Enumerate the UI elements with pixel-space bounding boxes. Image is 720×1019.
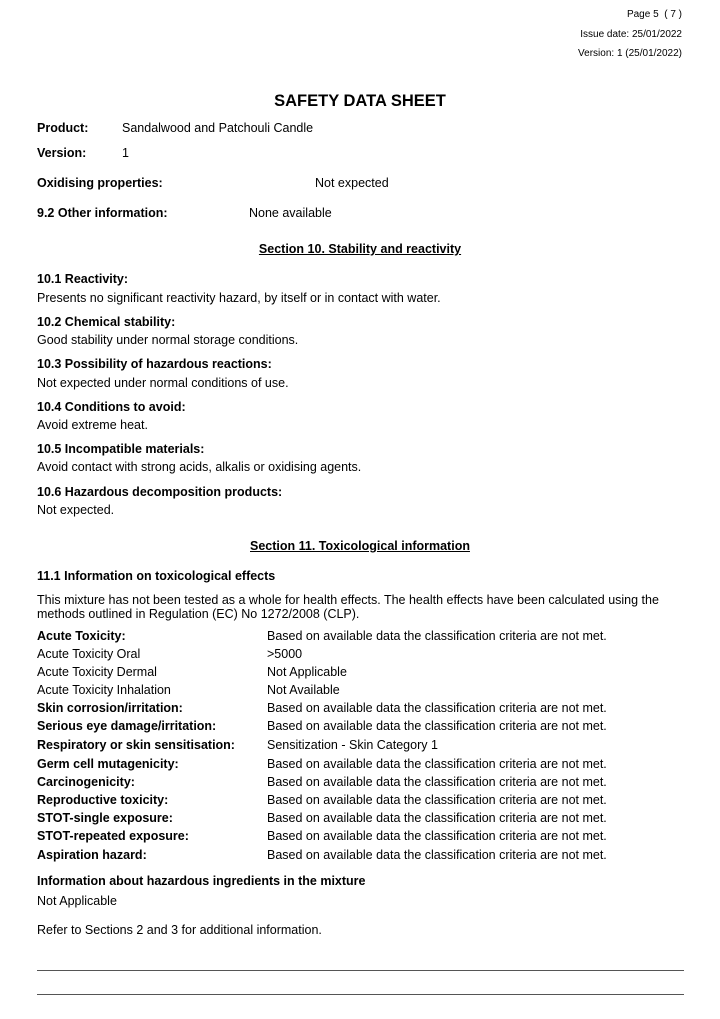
table-row bbox=[37, 719, 687, 736]
section-10-heading: Section 10. Stability and reactivity bbox=[258, 242, 462, 256]
incompatible-materials-text: Avoid contact with strong acids, alkalis or oxidising agents. bbox=[37, 460, 362, 474]
version-info: Version: 1 (25/01/2022) bbox=[578, 48, 682, 59]
row-value: Based on available data the classification criteria are not met. bbox=[267, 848, 607, 862]
decomposition-products-text: Not expected. bbox=[37, 503, 115, 517]
version-label: Version: bbox=[37, 146, 87, 160]
version-value: 1 bbox=[122, 146, 129, 160]
document-title: SAFETY DATA SHEET bbox=[274, 92, 446, 110]
row-value: Based on available data the classification criteria are not met. bbox=[267, 757, 607, 771]
row-label: Acute Toxicity: bbox=[37, 629, 126, 643]
other-info-label: 9.2 Other information: bbox=[37, 206, 168, 220]
row-label: Acute Toxicity Oral bbox=[37, 647, 141, 661]
other-info-value: None available bbox=[249, 206, 332, 220]
row-value: Based on available data the classification criteria are not met. bbox=[267, 811, 607, 825]
footer-divider bbox=[37, 970, 684, 971]
row-label: Skin corrosion/irritation: bbox=[37, 701, 183, 715]
hazardous-ingredients-value: Not Applicable bbox=[37, 894, 117, 908]
toxicology-intro: This mixture has not been tested as a whole for health effects. The health effects have been calculated using the methods outlined in Regulation (EC) No 1272/2008 (CLP). bbox=[37, 593, 659, 621]
table-row bbox=[37, 757, 687, 774]
row-label: STOT-repeated exposure: bbox=[37, 829, 189, 843]
oxidising-label: Oxidising properties: bbox=[37, 176, 163, 190]
issue-date: Issue date: 25/01/2022 bbox=[580, 29, 682, 40]
row-value: Sensitization - Skin Category 1 bbox=[267, 738, 438, 752]
reactivity-label: 10.1 Reactivity: bbox=[37, 272, 129, 286]
hazardous-reactions-text: Not expected under normal conditions of use. bbox=[37, 376, 289, 390]
table-row bbox=[37, 629, 687, 646]
row-label: STOT-single exposure: bbox=[37, 811, 173, 825]
table-row bbox=[37, 811, 687, 828]
page-number: 5 bbox=[653, 9, 659, 20]
row-value: Based on available data the classification criteria are not met. bbox=[267, 701, 607, 715]
row-label: Acute Toxicity Dermal bbox=[37, 665, 157, 679]
row-value: Not Available bbox=[267, 683, 340, 697]
row-label: Carcinogenicity: bbox=[37, 775, 135, 789]
chemical-stability-label: 10.2 Chemical stability: bbox=[37, 315, 176, 329]
oxidising-value: Not expected bbox=[315, 176, 389, 190]
hazardous-ingredients-heading: Information about hazardous ingredients in the mixture bbox=[37, 874, 366, 888]
table-row bbox=[37, 848, 687, 865]
table-row bbox=[37, 665, 687, 682]
row-value: Not Applicable bbox=[267, 665, 347, 679]
row-value: >5000 bbox=[267, 647, 303, 661]
row-label: Serious eye damage/irritation: bbox=[37, 719, 217, 733]
hazardous-reactions-label: 10.3 Possibility of hazardous reactions: bbox=[37, 357, 272, 371]
row-label: Aspiration hazard: bbox=[37, 848, 147, 862]
conditions-to-avoid-label: 10.4 Conditions to avoid: bbox=[37, 400, 186, 414]
reactivity-text: Presents no significant reactivity hazard, by itself or in contact with water. bbox=[37, 291, 441, 305]
page-indicator bbox=[627, 9, 682, 20]
row-value: Based on available data the classification criteria are not met. bbox=[267, 793, 607, 807]
row-value: Based on available data the classification criteria are not met. bbox=[267, 829, 607, 843]
table-row bbox=[37, 793, 687, 810]
page-total: ( 7 ) bbox=[664, 9, 682, 20]
table-row bbox=[37, 829, 687, 846]
page-label: Page bbox=[626, 9, 651, 20]
table-row bbox=[37, 647, 687, 664]
decomposition-products-label: 10.6 Hazardous decomposition products: bbox=[37, 485, 283, 499]
row-label: Germ cell mutagenicity: bbox=[37, 757, 179, 771]
row-label: Reproductive toxicity: bbox=[37, 793, 169, 807]
table-row bbox=[37, 701, 687, 718]
row-value: Based on available data the classification criteria are not met. bbox=[267, 775, 607, 789]
product-label: Product: bbox=[37, 121, 89, 135]
row-label: Acute Toxicity Inhalation bbox=[37, 683, 171, 697]
incompatible-materials-label: 10.5 Incompatible materials: bbox=[37, 442, 205, 456]
section-11-heading: Section 11. Toxicological information bbox=[250, 539, 470, 553]
table-row bbox=[37, 738, 687, 755]
product-value: Sandalwood and Patchouli Candle bbox=[122, 121, 314, 135]
refer-sections-note: Refer to Sections 2 and 3 for additional information. bbox=[37, 923, 322, 937]
chemical-stability-text: Good stability under normal storage conditions. bbox=[37, 333, 299, 347]
table-row bbox=[37, 775, 687, 792]
row-value: Based on available data the classification criteria are not met. bbox=[267, 629, 607, 643]
footer-divider bbox=[37, 994, 684, 995]
row-label: Respiratory or skin sensitisation: bbox=[37, 738, 235, 752]
table-row bbox=[37, 683, 687, 700]
toxicological-effects-heading: 11.1 Information on toxicological effects bbox=[37, 569, 276, 583]
row-value: Based on available data the classification criteria are not met. bbox=[267, 719, 607, 733]
conditions-to-avoid-text: Avoid extreme heat. bbox=[37, 418, 148, 432]
